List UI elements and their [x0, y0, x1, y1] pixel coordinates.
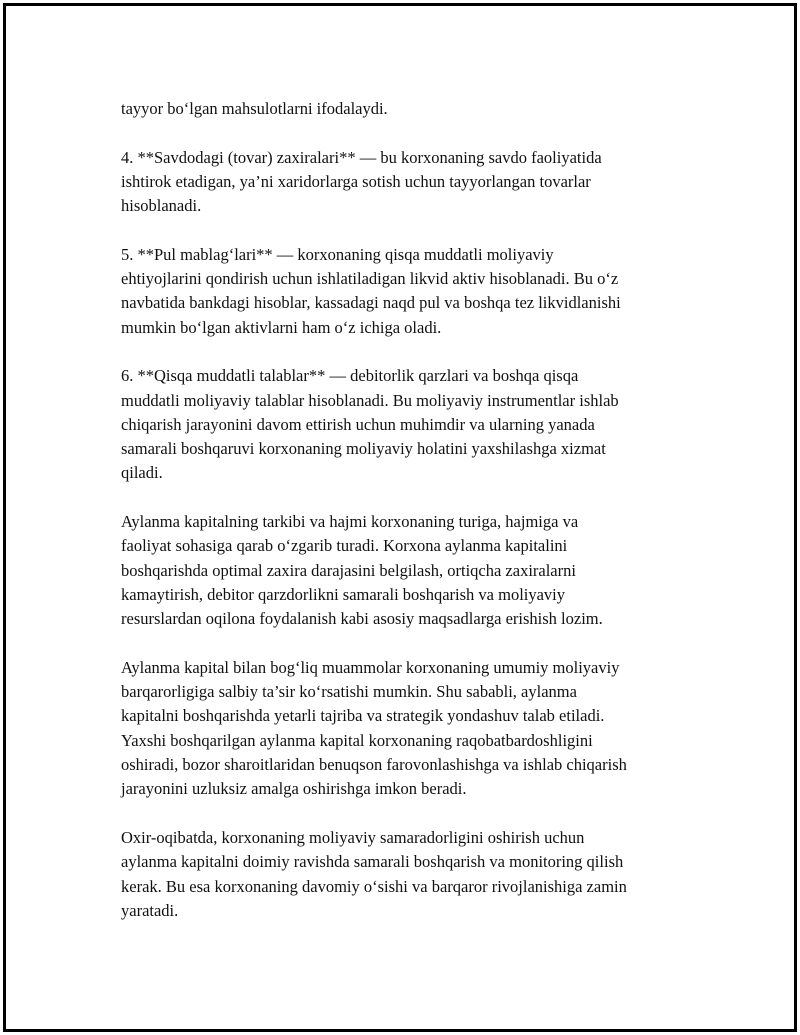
- text-line: kapitalni boshqarishda yetarli tajriba va strategik yondashuv talab etiladi.: [121, 706, 605, 726]
- text-line: barqarorligiga salbiy ta’sir ko‘rsatishi mumkin. Shu sababli, aylanma: [121, 682, 577, 702]
- paragraph: [121, 826, 701, 923]
- text-line: muddatli moliyaviy talablar hisoblanadi. Bu moliyaviy instrumentlar ishlab: [121, 390, 619, 410]
- text-line: Aylanma kapitalning tarkibi va hajmi korxonaning turiga, hajmiga va: [121, 512, 579, 532]
- text-line: aylanma kapitalni doimiy ravishda samarali boshqarish va monitoring qilish: [121, 852, 624, 872]
- text-line: 6. **Qisqa muddatli talablar** — debitorlik qarzlari va boshqa qisqa: [121, 366, 579, 386]
- paragraph: [121, 97, 701, 121]
- text-line: chiqarish jarayonini davom ettirish uchun muhimdir va ularning yanada: [121, 414, 595, 434]
- text-line: boshqarishda optimal zaxira darajasini belgilash, ortiqcha zaxiralarni: [121, 560, 576, 580]
- text-line: 4. **Savdodagi (tovar) zaxiralari** — bu korxonaning savdo faoliyatida: [121, 147, 602, 167]
- text-line: Aylanma kapital bilan bog‘liq muammolar korxonaning umumiy moliyaviy: [121, 657, 620, 677]
- text-line: kamaytirish, debitor qarzdorlikni samarali boshqarish va moliyaviy: [121, 584, 566, 604]
- text-line: Oxir-oqibatda, korxonaning moliyaviy samaradorligini oshirish uchun: [121, 827, 585, 847]
- paragraph: [121, 510, 701, 631]
- page-frame: [3, 3, 797, 1032]
- paragraph: [121, 656, 701, 802]
- text-line: ehtiyojlarini qondirish uchun ishlatiladigan likvid aktiv hisoblanadi. Bu o‘z: [121, 269, 619, 289]
- text-line: jarayonini uzluksiz amalga oshirishga imkon beradi.: [121, 779, 467, 799]
- text-line: kerak. Bu esa korxonaning davomiy o‘sishi va barqaror rivojlanishiga zamin: [121, 876, 627, 896]
- text-line: navbatida bankdagi hisoblar, kassadagi naqd pul va boshqa tez likvidlanishi: [121, 293, 621, 313]
- text-line: Yaxshi boshqarilgan aylanma kapital korxonaning raqobatbardoshligini: [121, 730, 593, 750]
- text-line: tayyor bo‘lgan mahsulotlarni ifodalaydi.: [121, 99, 388, 118]
- paragraph: [121, 146, 701, 219]
- text-line: 5. **Pul mablag‘lari** — korxonaning qisqa muddatli moliyaviy: [121, 244, 554, 264]
- text-line: hisoblanadi.: [121, 196, 202, 216]
- page-body: [121, 97, 701, 947]
- text-line: qiladi.: [121, 463, 163, 483]
- text-line: yaratadi.: [121, 900, 179, 920]
- paragraph: [121, 243, 701, 340]
- text-line: ishtirok etadigan, ya’ni xaridorlarga sotish uchun tayyorlangan tovarlar: [121, 171, 591, 191]
- text-line: faoliyat sohasiga qarab o‘zgarib turadi. Korxona aylanma kapitalini: [121, 536, 568, 556]
- text-line: samarali boshqaruvi korxonaning moliyaviy holatini yaxshilashga xizmat: [121, 439, 606, 459]
- paragraph: [121, 364, 701, 485]
- text-line: oshiradi, bozor sharoitlaridan benuqson farovonlashishga va ishlab chiqarish: [121, 755, 627, 775]
- text-line: resurslardan oqilona foydalanish kabi asosiy maqsadlarga erishish lozim.: [121, 609, 603, 629]
- text-line: mumkin bo‘lgan aktivlarni ham o‘z ichiga oladi.: [121, 317, 442, 337]
